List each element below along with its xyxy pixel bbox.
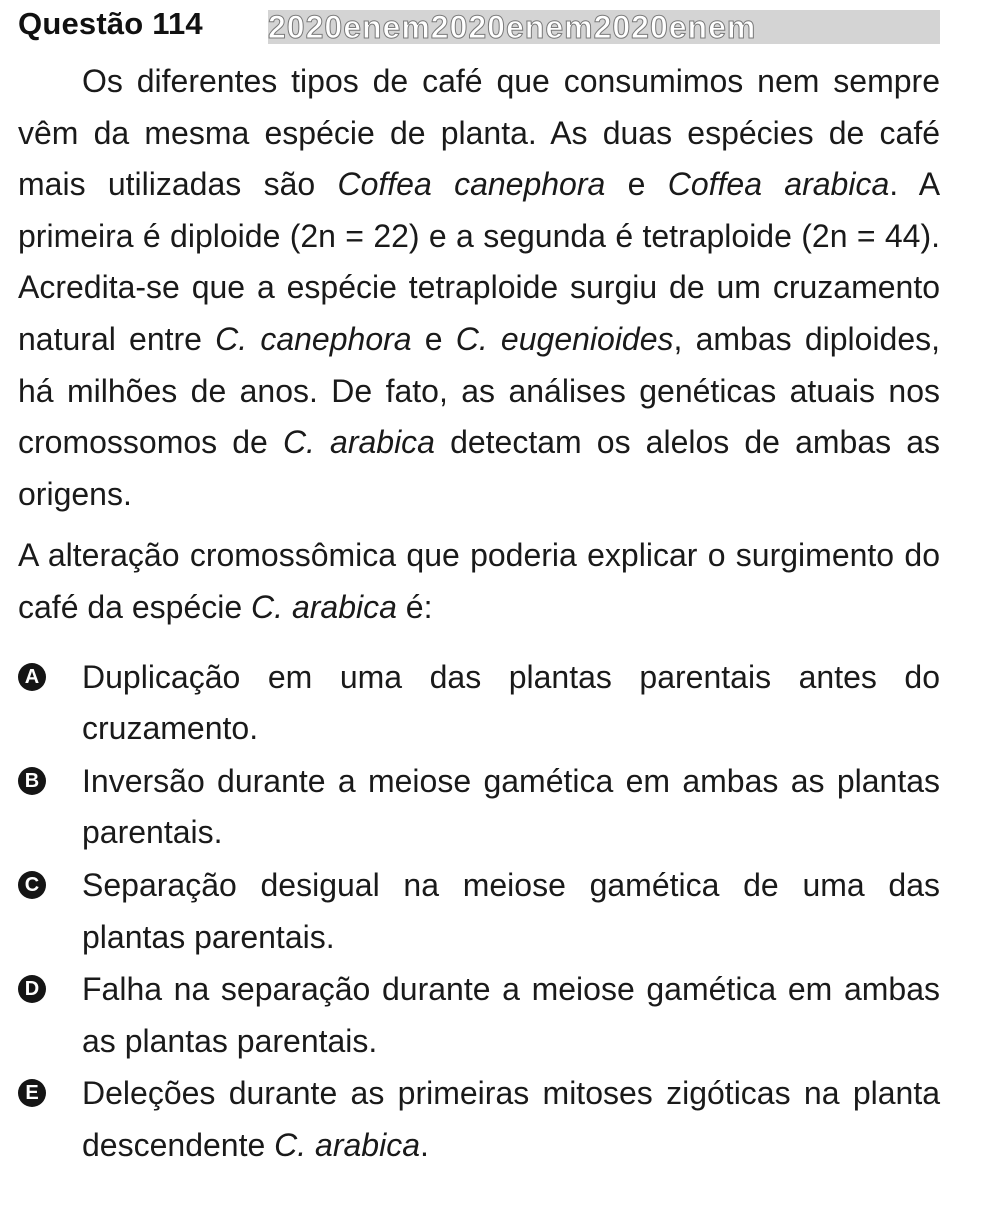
species-name: C. arabica <box>251 588 397 625</box>
option-letter-badge: E <box>18 1079 46 1107</box>
prompt-text: é: <box>396 588 433 625</box>
option-d[interactable] <box>18 964 940 1067</box>
option-letter-badge: A <box>18 663 46 691</box>
option-letter-badge: B <box>18 767 46 795</box>
passage-text: e <box>605 166 668 203</box>
option-letter-badge: C <box>18 871 46 899</box>
passage-paragraph <box>18 56 940 520</box>
option-text: Separação desigual na meiose gamética de uma das plantas parentais. <box>82 866 940 955</box>
passage-text: , ambas diploides, há milhões de anos. De fato, as análises genéticas atuais nos cromossomos de <box>18 320 941 461</box>
option-text: Duplicação em uma das plantas parentais antes do cruzamento. <box>82 658 940 747</box>
species-name: C. canephora <box>215 320 412 357</box>
option-text-tail: . <box>420 1126 429 1163</box>
question-header <box>18 0 940 52</box>
option-text-container <box>82 1068 940 1171</box>
prompt-text: A alteração cromossômica que poderia explicar o surgimento do café da espécie <box>18 537 940 625</box>
option-text: Deleções durante as primeiras mitoses zigóticas na planta descendente <box>82 1075 940 1163</box>
option-c[interactable] <box>18 860 940 963</box>
passage-text: detectam os alelos de ambas as origens. <box>18 424 941 512</box>
question-prompt <box>18 530 940 633</box>
question-title: Questão 114 <box>18 6 203 41</box>
species-name: Coffea arabica <box>667 166 890 203</box>
species-name: Coffea canephora <box>337 166 606 203</box>
option-letter-badge: D <box>18 975 46 1003</box>
species-name: C. eugenioides <box>455 320 674 357</box>
option-b[interactable] <box>18 756 940 859</box>
option-text: Inversão durante a meiose gamética em ambas as plantas parentais. <box>82 762 940 851</box>
exam-watermark: 2020enem2020enem2020enem <box>268 10 940 44</box>
species-name: C. arabica <box>274 1126 420 1163</box>
passage-text: . A primeira é diploide (2n = 22) e a segunda é tetraploide (2n = 44). Acredita-se que a espécie tetraploide surgiu de um cruzamento natural entre <box>18 166 941 357</box>
option-e[interactable] <box>18 1068 940 1171</box>
answer-options <box>18 652 940 1172</box>
option-text: Falha na separação durante a meiose gamética em ambas as plantas parentais. <box>82 971 940 1059</box>
option-a[interactable] <box>18 652 940 755</box>
question-page <box>18 0 940 1172</box>
passage-text: Os diferentes tipos de café que consumimos nem sempre vêm da mesma espécie de planta. As duas espécies de café mais utilizadas são <box>18 63 940 203</box>
passage-text: e <box>411 320 456 357</box>
species-name: C. arabica <box>282 424 435 461</box>
